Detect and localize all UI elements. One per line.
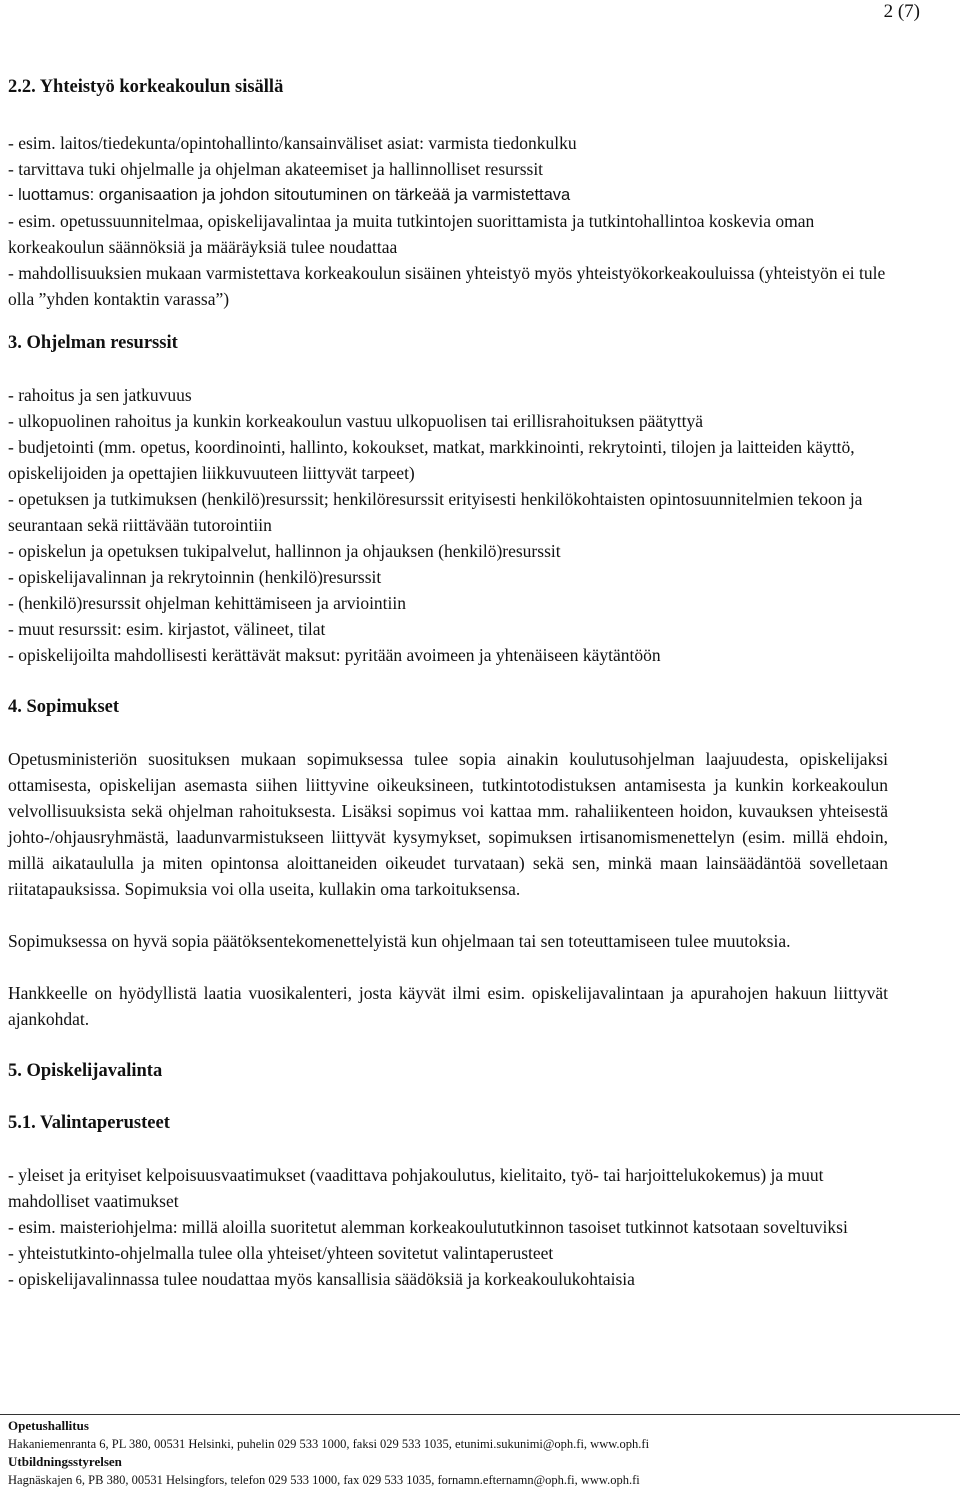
list-item: - opetuksen ja tutkimuksen (henkilö)resurssit; henkilöresurssit erityisesti henkilökohtaisten opintosuunnitelmien tekoon ja seurantaan sekä riittävään tutorointiin	[8, 489, 863, 535]
list-item: - opiskelijavalinnassa tulee noudattaa myös kansallisia säädöksiä ja korkeakoulukohtaisia	[8, 1269, 635, 1289]
section-4-heading: 4. Sopimukset	[8, 697, 120, 717]
footer-org-fi: Opetushallitus	[8, 1418, 89, 1433]
list-item: - (henkilö)resurssit ohjelman kehittämiseen ja arviointiin	[8, 593, 407, 613]
list-item: - mahdollisuuksien mukaan varmistettava korkeakoulun sisäinen yhteistyö myös yhteistyökorkeakouluissa (yhteistyön ei tule olla ”yhden kontaktin varassa”)	[8, 263, 886, 309]
paragraph: Hankkeelle on hyödyllistä laatia vuosikalenteri, josta käyvät ilmi esim. opiskelijavalintaan ja apurahojen hakuun liittyvät ajankohdat.	[8, 983, 888, 1029]
list-item: - yhteistutkinto-ohjelmalla tulee olla yhteiset/yhteen sovitetut valintaperusteet	[8, 1243, 554, 1263]
list-item: - esim. laitos/tiedekunta/opintohallinto/kansainväliset asiat: varmista tiedonkulku	[8, 133, 577, 153]
list-item: - esim. maisteriohjelma: millä aloilla suoritetut alemman korkeakoulututkinnon tasoiset tutkinnot katsotaan soveltuviksi	[8, 1217, 848, 1237]
list-item: - esim. opetussuunnitelmaa, opiskelijavalintaa ja muita tutkintojen suorittamista ja tutkintohallintoa koskevia oman korkeakoulun säännöksiä ja määräyksiä tulee noudattaa	[8, 211, 815, 257]
list-item: - budjetointi (mm. opetus, koordinointi, hallinto, kokoukset, matkat, markkinointi, rekrytointi, tilojen ja laitteiden käyttö, opiskelijoiden ja opettajien liikkuvuuteen liittyvät tarpeet)	[8, 437, 855, 483]
paragraph: Sopimuksessa on hyvä sopia päätöksentekomenettelyistä kun ohjelmaan tai sen toteuttamiseen tulee muutoksia.	[8, 931, 791, 951]
footer-address-sv: Hagnäskajen 6, PB 380, 00531 Helsingfors, telefon 029 533 1000, fax 029 533 1035, fornamn.efternamn@oph.fi, www.oph.fi	[8, 1473, 640, 1487]
list-item: - ulkopuolinen rahoitus ja kunkin korkeakoulun vastuu ulkopuolisen tai erillisrahoituksen päätyttyä	[8, 411, 704, 431]
list-item: - yleiset ja erityiset kelpoisuusvaatimukset (vaadittava pohjakoulutus, kielitaito, työ- tai harjoittelukokemus) ja muut mahdolliset vaatimukset	[8, 1165, 824, 1211]
paragraph: Opetusministeriön suosituksen mukaan sopimuksessa tulee sopia ainakin koulutusohjelman laajuudesta, opiskelijaksi ottamisesta, opiskelijan asemasta siihen liittyvine oikeuksineen, tutkintotodistuksen antamisesta ja kunkin korkeakoulun velvollisuuksista sekä ohjelman rahoituksesta. Lisäksi sopimus voi kattaa mm. rahaliikenteen hoidon, kuvauksen yhteisestä johto-/ohjausryhmästä, laadunvarmistukseen liittyvät kysymykset, sopimuksen irtisanomismenettelyn (esim. millä ehdoin, millä aikataululla ja miten opintonsa aloittaneiden oikeudet turvataan) sekä sen, minkä maan lainsäädäntöä sovelletaan riitatapauksissa. Sopimuksia voi olla useita, kullakin oma tarkoituksensa.	[8, 749, 888, 899]
list-item: - tarvittava tuki ohjelmalle ja ohjelman akateemiset ja hallinnolliset resurssit	[8, 159, 544, 179]
list-item: - opiskelun ja opetuksen tukipalvelut, hallinnon ja ohjauksen (henkilö)resurssit	[8, 541, 561, 561]
list-item: - muut resurssit: esim. kirjastot, välineet, tilat	[8, 619, 326, 639]
list-item: - opiskelijavalinnan ja rekrytoinnin (henkilö)resurssit	[8, 567, 382, 587]
page-footer	[0, 1414, 960, 1489]
section-2-2-heading: 2.2. Yhteistyö korkeakoulun sisällä	[8, 77, 284, 97]
section-3-heading: 3. Ohjelman resurssit	[8, 333, 178, 353]
list-item: - luottamus: organisaation ja johdon sitoutuminen on tärkeää ja varmistettava	[8, 186, 571, 204]
section-5-heading: 5. Opiskelijavalinta	[8, 1061, 163, 1081]
list-item: - rahoitus ja sen jatkuvuus	[8, 385, 192, 405]
footer-org-sv: Utbildningsstyrelsen	[8, 1454, 122, 1469]
document-body	[8, 74, 888, 1292]
page-number: 2 (7)	[883, 1, 920, 22]
section-5-1-heading: 5.1. Valintaperusteet	[8, 1113, 170, 1133]
footer-address-fi: Hakaniemenranta 6, PL 380, 00531 Helsinki, puhelin 029 533 1000, faksi 029 533 1035, etunimi.sukunimi@oph.fi, www.oph.fi	[8, 1437, 650, 1451]
list-item: - opiskelijoilta mahdollisesti kerättävät maksut: pyritään avoimeen ja yhtenäiseen käytäntöön	[8, 645, 661, 665]
